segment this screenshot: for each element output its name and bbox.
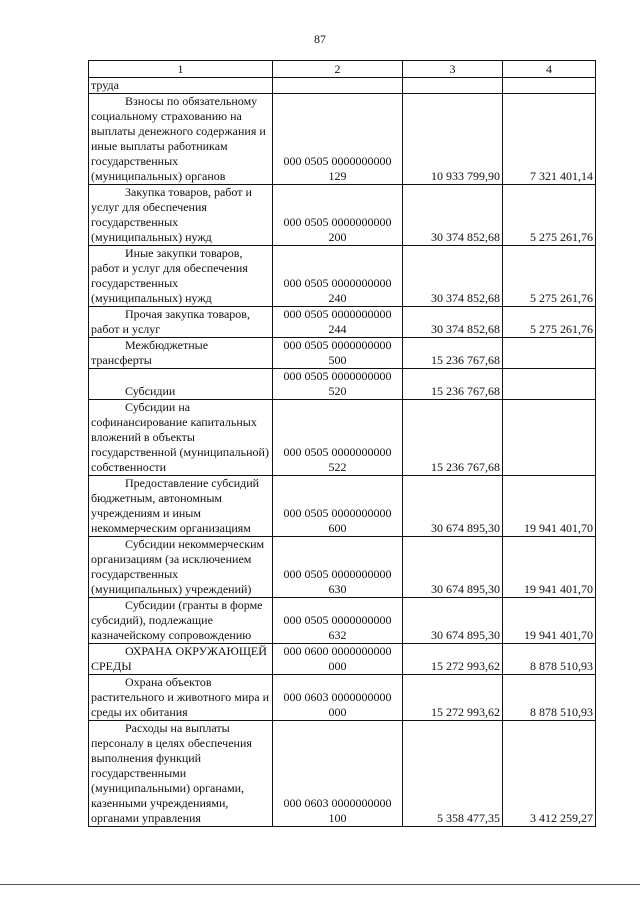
table-row — [89, 400, 596, 476]
amount-col4: 8 878 510,93 — [503, 644, 596, 675]
amount-col3: 30 374 852,68 — [403, 246, 503, 307]
column-header: 1 — [89, 61, 273, 78]
amount-col3: 15 272 993,62 — [403, 644, 503, 675]
amount-col3: 15 236 767,68 — [403, 369, 503, 400]
expense-type-code: 630 — [328, 582, 347, 596]
row-name: Расходы на выплаты персоналу в целях обеспечения выполнения функций государственными (муниципальными) органами, казенными учреждениями, органами управления — [91, 721, 252, 825]
row-name-cell — [89, 185, 273, 246]
amount-col3: 10 933 799,90 — [403, 94, 503, 185]
expense-type-code: 100 — [328, 811, 347, 825]
row-name: труда — [91, 78, 119, 92]
amount-col3: 15 272 993,62 — [403, 675, 503, 721]
table-row — [89, 369, 596, 400]
budget-code-cell — [273, 369, 403, 400]
budget-table — [88, 60, 596, 827]
amount-col3: 30 374 852,68 — [403, 307, 503, 338]
budget-code: 000 0505 0000000000 — [283, 445, 392, 459]
expense-type-code: 632 — [328, 628, 347, 642]
row-name-cell — [89, 644, 273, 675]
budget-code: 000 0505 0000000000 — [283, 567, 392, 581]
row-name-cell — [89, 598, 273, 644]
table-row — [89, 246, 596, 307]
row-name-cell — [89, 675, 273, 721]
row-name: ОХРАНА ОКРУЖАЮЩЕЙ СРЕДЫ — [91, 644, 267, 673]
budget-code-cell — [273, 598, 403, 644]
row-name: Субсидии на софинансирование капитальных вложений в объекты государственной (муниципальной) собственности — [91, 400, 269, 474]
budget-code: 000 0603 0000000000 — [283, 796, 392, 810]
amount-col4: 5 275 261,76 — [503, 307, 596, 338]
row-name: Межбюджетные трансферты — [91, 338, 209, 367]
budget-code-cell — [273, 338, 403, 369]
amount-col3: 30 674 895,30 — [403, 537, 503, 598]
budget-code-cell — [273, 185, 403, 246]
row-name: Взносы по обязательному социальному страхованию на выплаты денежного содержания и иные выплаты работникам государственных (муниципальных) органов — [91, 94, 266, 183]
table-row — [89, 644, 596, 675]
budget-code: 000 0505 0000000000 — [283, 307, 392, 321]
amount-col3: 30 674 895,30 — [403, 598, 503, 644]
row-name-cell — [89, 400, 273, 476]
budget-code: 000 0505 0000000000 — [283, 215, 392, 229]
amount-col3: 15 236 767,68 — [403, 338, 503, 369]
budget-code-cell — [273, 246, 403, 307]
budget-code-cell — [273, 78, 403, 94]
amount-col4: 19 941 401,70 — [503, 537, 596, 598]
table-row — [89, 78, 596, 94]
table-header-row — [89, 61, 596, 78]
amount-col4: 5 275 261,76 — [503, 246, 596, 307]
amount-col4 — [503, 369, 596, 400]
table-row — [89, 675, 596, 721]
amount-col3: 30 374 852,68 — [403, 185, 503, 246]
table-row — [89, 721, 596, 827]
budget-code-cell — [273, 644, 403, 675]
amount-col4: 8 878 510,93 — [503, 675, 596, 721]
table-row — [89, 338, 596, 369]
table-row — [89, 476, 596, 537]
row-name-cell — [89, 476, 273, 537]
column-header: 3 — [403, 61, 503, 78]
amount-col3: 5 358 477,35 — [403, 721, 503, 827]
expense-type-code: 500 — [328, 353, 347, 367]
amount-col4: 19 941 401,70 — [503, 598, 596, 644]
row-name-cell — [89, 94, 273, 185]
budget-code-cell — [273, 307, 403, 338]
column-header: 4 — [503, 61, 596, 78]
budget-code: 000 0600 0000000000 — [283, 644, 392, 658]
budget-code-cell — [273, 94, 403, 185]
table-row — [89, 598, 596, 644]
row-name: Закупка товаров, работ и услуг для обеспечения государственных (муниципальных) нужд — [91, 185, 252, 244]
budget-code-cell — [273, 476, 403, 537]
amount-col4: 7 321 401,14 — [503, 94, 596, 185]
expense-type-code: 000 — [328, 659, 347, 673]
expense-type-code: 600 — [328, 521, 347, 535]
budget-code: 000 0505 0000000000 — [283, 506, 392, 520]
budget-code: 000 0505 0000000000 — [283, 613, 392, 627]
table-row — [89, 94, 596, 185]
amount-col4: 3 412 259,27 — [503, 721, 596, 827]
expense-type-code: 244 — [328, 322, 347, 336]
row-name-cell — [89, 78, 273, 94]
amount-col4 — [503, 400, 596, 476]
amount-col3 — [403, 78, 503, 94]
amount-col3: 15 236 767,68 — [403, 400, 503, 476]
page-footer-divider — [0, 884, 640, 885]
budget-code: 000 0505 0000000000 — [283, 369, 392, 383]
row-name: Предоставление субсидий бюджетным, автономным учреждениям и иным некоммерческим организациям — [91, 476, 260, 535]
amount-col4: 19 941 401,70 — [503, 476, 596, 537]
expense-type-code: 129 — [328, 169, 347, 183]
budget-code: 000 0603 0000000000 — [283, 690, 392, 704]
row-name-cell — [89, 537, 273, 598]
row-name-cell — [89, 307, 273, 338]
page-number: 87 — [314, 32, 326, 46]
row-name: Иные закупки товаров, работ и услуг для обеспечения государственных (муниципальных) нужд — [91, 246, 248, 305]
budget-code-cell — [273, 675, 403, 721]
expense-type-code: 520 — [328, 384, 347, 398]
amount-col3: 30 674 895,30 — [403, 476, 503, 537]
expense-type-code: 200 — [328, 230, 347, 244]
row-name: Охрана объектов растительного и животного мира и среды их обитания — [91, 675, 270, 719]
row-name-cell — [89, 369, 273, 400]
budget-code-cell — [273, 537, 403, 598]
table-row — [89, 185, 596, 246]
expense-type-code: 240 — [328, 291, 347, 305]
row-name-cell — [89, 246, 273, 307]
amount-col4 — [503, 338, 596, 369]
budget-code: 000 0505 0000000000 — [283, 276, 392, 290]
amount-col4: 5 275 261,76 — [503, 185, 596, 246]
row-name: Субсидии — [125, 384, 176, 398]
budget-code: 000 0505 0000000000 — [283, 154, 392, 168]
row-name-cell — [89, 721, 273, 827]
budget-code: 000 0505 0000000000 — [283, 338, 392, 352]
budget-code-cell — [273, 400, 403, 476]
table-row — [89, 537, 596, 598]
expense-type-code: 522 — [328, 460, 347, 474]
row-name: Прочая закупка товаров, работ и услуг — [91, 307, 250, 336]
budget-code-cell — [273, 721, 403, 827]
row-name: Субсидии (гранты в форме субсидий), подлежащие казначейскому сопровождению — [91, 598, 263, 642]
row-name: Субсидии некоммерческим организациям (за исключением государственных (муниципальных) учреждений) — [91, 537, 265, 596]
expense-type-code: 000 — [328, 705, 347, 719]
column-header: 2 — [273, 61, 403, 78]
table-row — [89, 307, 596, 338]
row-name-cell — [89, 338, 273, 369]
amount-col4 — [503, 78, 596, 94]
